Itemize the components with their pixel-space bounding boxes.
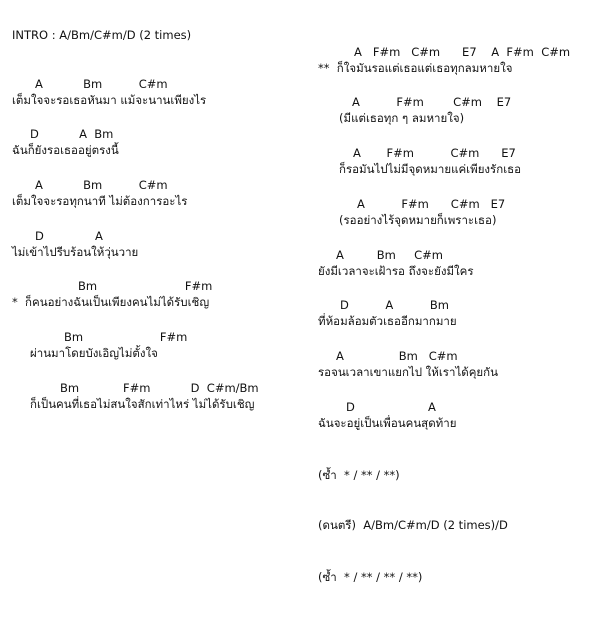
chord-line: A F#m C#m E7 <box>352 95 512 109</box>
chord-line: A F#m C#m E7 <box>353 146 516 160</box>
intro-line: INTRO : A/Bm/C#m/D (2 times) <box>12 28 192 42</box>
chord-line: A F#m C#m E7 A F#m C#m <box>354 45 571 59</box>
lyric-line: ก็รอมันไปไม่มีจุดหมายแค่เพียงรักเธอ <box>339 162 522 176</box>
lyric-line: ยังมีเวลาจะเฝ้ารอ ถึงจะยังมีใคร <box>318 264 474 278</box>
lyric-line: ฉันจะอยู่เป็นเพื่อนคนสุดท้าย <box>318 416 457 430</box>
lyric-line: (มีแต่เธอทุก ๆ ลมหายใจ) <box>339 111 465 125</box>
chord-line: D A <box>346 400 436 414</box>
lyric-line: * ก็คนอย่างฉันเป็นเพียงคนไม่ได้รับเชิญ <box>12 295 210 309</box>
chord-line: A Bm C#m <box>35 77 168 91</box>
lyric-line: ฉันก็ยังรอเธออยู่ตรงนี้ <box>12 143 119 157</box>
lyric-line: (รออย่างไร้จุดหมายก็เพราะเธอ) <box>339 213 497 227</box>
chord-line: Bm F#m <box>78 279 213 293</box>
lyric-line: ผ่านมาโดยบังเอิญไม่ตั้งใจ <box>30 346 158 360</box>
repeat-note: (ซ้ำ * / ** / **) <box>318 468 400 482</box>
chord-line: Bm F#m D C#m/Bm <box>60 381 259 395</box>
music-note: (ดนตรี) A/Bm/C#m/D (2 times)/D <box>318 518 508 532</box>
lyric-line: ** ก็ใจมันรอแต่เธอแต่เธอทุกลมหายใจ <box>318 61 513 75</box>
lyric-line: เต็มใจจะรอทุกนาที ไม่ต้องการอะไร <box>12 194 188 208</box>
chord-line: A Bm C#m <box>336 248 444 262</box>
lyric-line: ไม่เข้าไปรีบร้อนให้วุ่นวาย <box>12 245 139 259</box>
chord-line: D A <box>35 229 103 243</box>
lyric-line: ก็เป็นคนที่เธอไม่สนใจสักเท่าไหร่ ไม่ได้รับเชิญ <box>30 397 255 411</box>
lyric-line: รอจนเวลาเขาแยกไป ให้เราได้คุยกัน <box>318 365 498 379</box>
chord-line: A Bm C#m <box>35 178 168 192</box>
chord-line: A Bm C#m <box>336 349 458 363</box>
repeat-note: (ซ้ำ * / ** / ** / **) <box>318 570 423 584</box>
chord-line: D A Bm <box>340 298 449 312</box>
chord-line: Bm F#m <box>64 330 188 344</box>
lyric-line: ที่ห้อมล้อมตัวเธออีกมากมาย <box>318 314 457 328</box>
lyric-line: เต็มใจจะรอเธอหันมา แม้จะนานเพียงไร <box>12 93 207 107</box>
chord-line: D A Bm <box>30 127 114 141</box>
chord-line: A F#m C#m E7 <box>357 197 506 211</box>
